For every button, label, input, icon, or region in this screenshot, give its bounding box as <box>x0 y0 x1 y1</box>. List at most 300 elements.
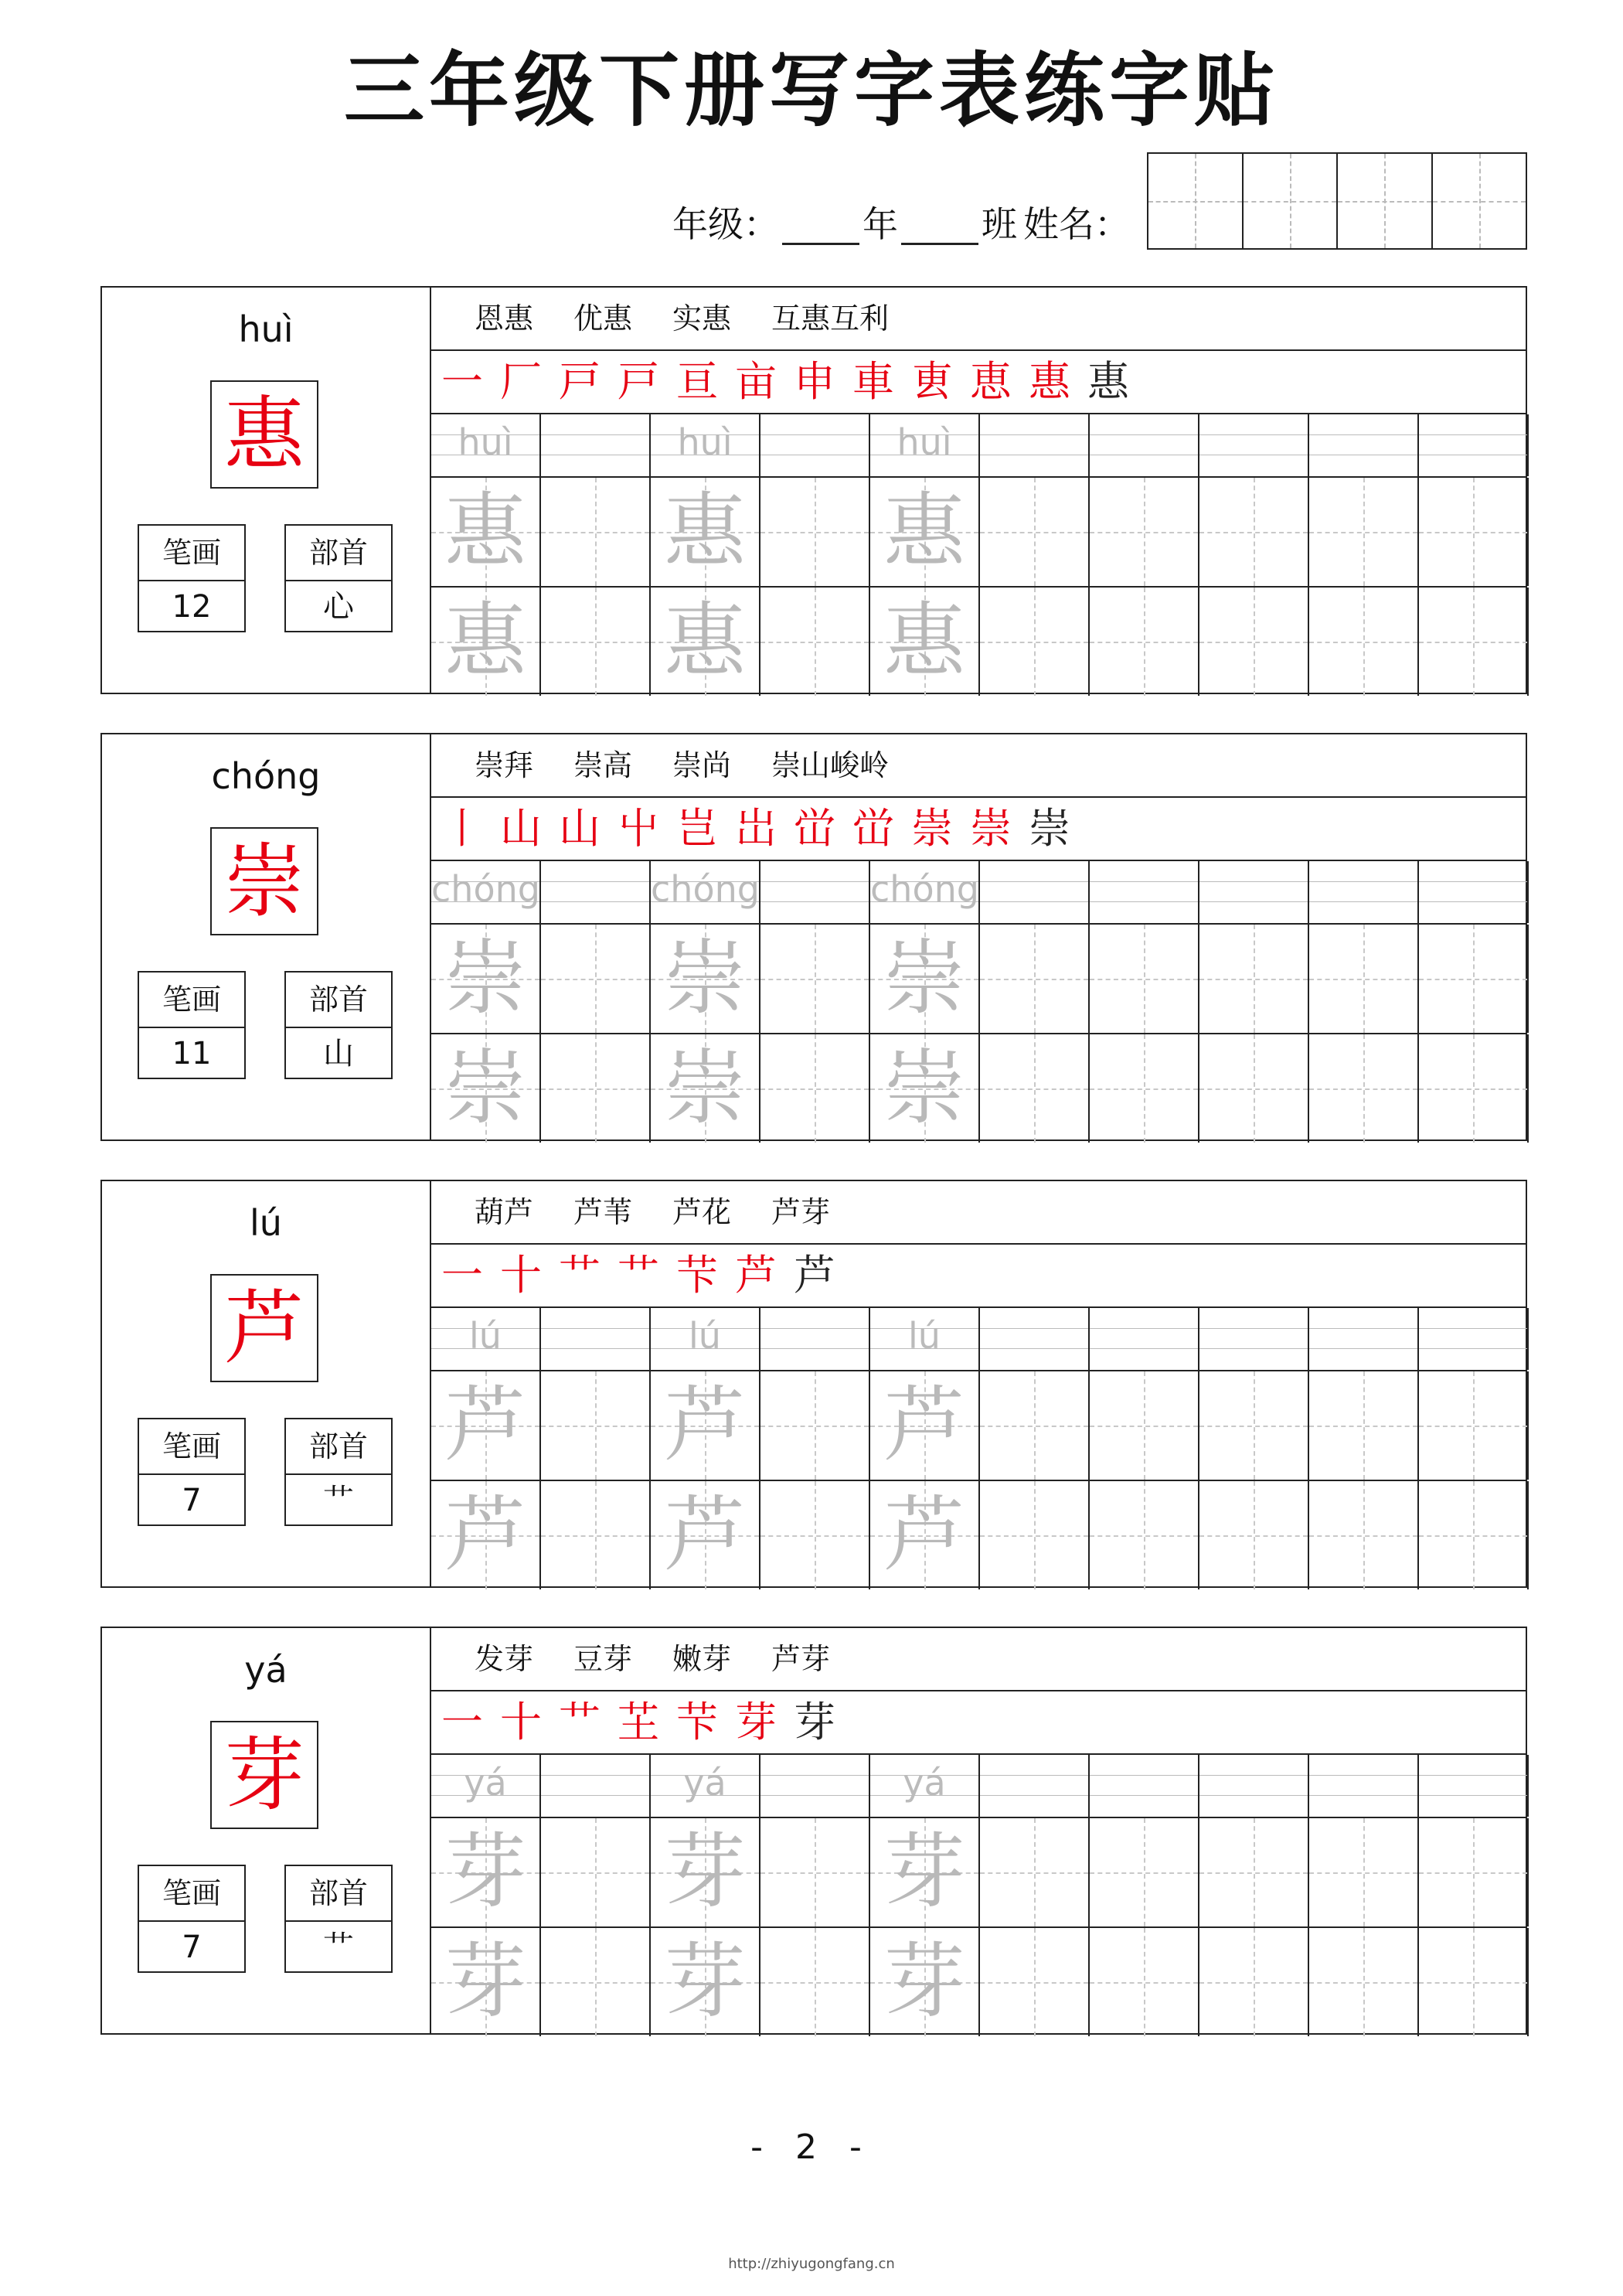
stroke-step <box>434 1695 490 1750</box>
tian-grid-cell[interactable] <box>431 478 541 586</box>
tian-grid-cell[interactable] <box>1090 478 1199 586</box>
character-pinyin: lú <box>250 1202 282 1244</box>
stroke-step <box>552 801 607 857</box>
stroke-step-glyph: 戸 <box>618 357 659 406</box>
pinyin-cell[interactable] <box>431 1755 541 1817</box>
trace-character: 崇 <box>664 931 746 1026</box>
stroke-order-row <box>431 351 1526 414</box>
grade-label: 年级： <box>672 203 779 245</box>
tian-grid-cell[interactable] <box>541 1481 651 1589</box>
stroke-step-glyph: 惠 <box>1087 357 1129 406</box>
stroke-step-glyph: 芏 <box>618 1698 659 1746</box>
tian-grid-cell[interactable] <box>1309 1371 1419 1480</box>
radical-box <box>284 1418 393 1526</box>
pinyin-cell[interactable] <box>980 1755 1090 1817</box>
tian-grid-cell[interactable] <box>651 1371 760 1480</box>
pinyin-cell[interactable] <box>1199 861 1309 923</box>
stroke-step <box>963 801 1019 857</box>
pinyin-cell[interactable] <box>760 861 870 923</box>
tian-grid-cell[interactable] <box>870 925 980 1033</box>
stroke-step <box>552 1248 607 1303</box>
tian-grid-cell[interactable] <box>1419 478 1529 586</box>
tian-grid-cell[interactable] <box>760 1371 870 1480</box>
tian-grid-cell[interactable] <box>1090 1034 1199 1143</box>
word-item: 实惠 <box>672 301 732 336</box>
stroke-step <box>611 1695 666 1750</box>
tian-grid-cell[interactable] <box>541 1818 651 1926</box>
tian-grid-cell[interactable] <box>980 925 1090 1033</box>
tian-grid-cell[interactable] <box>651 1481 760 1589</box>
stroke-step <box>904 354 960 410</box>
stroke-step-glyph: 一 <box>441 1251 483 1300</box>
word-item: 互惠互利 <box>771 301 890 336</box>
pinyin-cell[interactable] <box>760 1755 870 1817</box>
tian-grid-cell[interactable] <box>541 478 651 586</box>
tian-grid-cell[interactable] <box>431 1034 541 1143</box>
tian-grid-cell[interactable] <box>760 1818 870 1926</box>
pinyin-cell[interactable] <box>1419 414 1529 476</box>
stroke-step <box>728 1695 784 1750</box>
word-item: 崇山峻岭 <box>771 748 890 782</box>
writing-row <box>431 1371 1526 1481</box>
stroke-step-glyph: 申 <box>794 357 835 406</box>
pinyin-trace: yá <box>903 1762 946 1804</box>
writing-row <box>431 1818 1526 1928</box>
tian-grid-cell[interactable] <box>1309 588 1419 696</box>
trace-character: 芽 <box>444 1824 526 1920</box>
tian-grid-cell[interactable] <box>870 478 980 586</box>
tian-grid-cell[interactable] <box>541 1034 651 1143</box>
radical-value: 山 <box>323 1036 354 1071</box>
practice-area <box>431 288 1526 693</box>
tian-grid-cell[interactable] <box>1419 1928 1529 2036</box>
tian-grid-cell[interactable] <box>1199 588 1309 696</box>
tian-grid-cell[interactable] <box>870 1928 980 2036</box>
word-item: 芦苇 <box>573 1195 633 1229</box>
pinyin-trace: yá <box>464 1762 507 1804</box>
stroke-step <box>669 801 725 857</box>
pinyin-cell[interactable] <box>541 861 651 923</box>
stroke-step-glyph: 岂 <box>676 804 718 853</box>
character-info-panel <box>102 288 431 693</box>
pinyin-cell[interactable] <box>651 414 760 476</box>
word-item: 芦芽 <box>771 1642 831 1676</box>
pinyin-cell[interactable] <box>980 414 1090 476</box>
stroke-step-glyph: 戸 <box>559 357 601 406</box>
tian-grid-cell[interactable] <box>1199 1034 1309 1143</box>
stroke-step <box>611 801 666 857</box>
stroke-count-label: 笔画 <box>139 1419 244 1475</box>
stroke-step <box>728 1248 784 1303</box>
pinyin-trace: chóng <box>870 868 979 910</box>
trace-character: 芽 <box>883 1824 965 1920</box>
pinyin-cell[interactable] <box>541 414 651 476</box>
pinyin-trace: lú <box>469 1315 502 1357</box>
tian-grid-cell[interactable] <box>431 588 541 696</box>
pinyin-cell[interactable] <box>541 1308 651 1370</box>
tian-grid-cell[interactable] <box>1199 478 1309 586</box>
word-list <box>431 734 1526 798</box>
stroke-step-glyph: 艹 <box>559 1698 601 1746</box>
student-info-line <box>672 199 1130 249</box>
stroke-step <box>728 801 784 857</box>
stroke-step <box>963 354 1019 410</box>
trace-character: 惠 <box>444 484 526 579</box>
pinyin-trace: huì <box>897 421 952 463</box>
tian-grid-cell[interactable] <box>1419 1481 1529 1589</box>
practice-grid <box>431 414 1526 693</box>
name-cell[interactable] <box>1433 154 1526 248</box>
tian-grid-cell[interactable] <box>1419 1034 1529 1143</box>
name-grid[interactable] <box>1147 152 1527 250</box>
practice-grid <box>431 1755 1526 2033</box>
character-model: 惠 <box>210 380 318 489</box>
radical-label: 部首 <box>286 526 391 581</box>
tian-grid-cell[interactable] <box>760 478 870 586</box>
trace-character: 芽 <box>664 1824 746 1920</box>
stroke-step-glyph: 崇 <box>911 804 953 853</box>
trace-character: 芦 <box>664 1487 746 1582</box>
trace-character: 芦 <box>883 1487 965 1582</box>
tian-grid-cell[interactable] <box>760 925 870 1033</box>
tian-grid-cell[interactable] <box>541 925 651 1033</box>
writing-row <box>431 588 1526 696</box>
stroke-step-glyph: 崇 <box>1029 804 1070 853</box>
stroke-count-value: 7 <box>182 1483 202 1518</box>
character-info-panel <box>102 1628 431 2033</box>
tian-grid-cell[interactable] <box>431 1928 541 2036</box>
tian-grid-cell[interactable] <box>651 925 760 1033</box>
character-model: 芦 <box>210 1274 318 1382</box>
word-list <box>431 288 1526 351</box>
trace-character: 崇 <box>664 1041 746 1136</box>
trace-character: 芦 <box>444 1487 526 1582</box>
writing-row <box>431 1481 1526 1589</box>
stroke-step-glyph: 十 <box>500 1251 542 1300</box>
character-pinyin: chóng <box>211 755 321 797</box>
character-info-panel <box>102 734 431 1139</box>
pinyin-cell[interactable] <box>651 1308 760 1370</box>
tian-grid-cell[interactable] <box>431 1481 541 1589</box>
radical-label: 部首 <box>286 1866 391 1922</box>
stroke-step-glyph: 芽 <box>794 1698 835 1746</box>
tian-grid-cell[interactable] <box>651 588 760 696</box>
stroke-step <box>611 1248 666 1303</box>
stroke-step-glyph: 山 <box>559 804 601 853</box>
tian-grid-cell[interactable] <box>541 588 651 696</box>
tian-grid-cell[interactable] <box>651 1928 760 2036</box>
tian-grid-cell[interactable] <box>1090 1481 1199 1589</box>
pinyin-cell[interactable] <box>541 1755 651 1817</box>
stroke-count-box <box>138 971 246 1079</box>
tian-grid-cell[interactable] <box>1090 1371 1199 1480</box>
tian-grid-cell[interactable] <box>870 588 980 696</box>
trace-character: 崇 <box>444 931 526 1026</box>
stroke-step <box>493 1248 549 1303</box>
stroke-step <box>1080 354 1136 410</box>
stroke-step <box>846 801 901 857</box>
stroke-step-glyph: 岀 <box>735 804 777 853</box>
tian-grid-cell[interactable] <box>651 478 760 586</box>
word-item: 豆芽 <box>573 1642 633 1676</box>
stroke-step-glyph: 芽 <box>735 1698 777 1746</box>
stroke-step-glyph: 崇 <box>970 804 1012 853</box>
word-item: 崇拜 <box>475 748 534 782</box>
pinyin-trace: lú <box>908 1315 941 1357</box>
tian-grid-cell[interactable] <box>1309 1481 1419 1589</box>
radical-box <box>284 1865 393 1973</box>
pinyin-trace: chóng <box>651 868 760 910</box>
grade-blank[interactable] <box>782 204 859 245</box>
tian-grid-cell[interactable] <box>760 1034 870 1143</box>
pinyin-cell[interactable] <box>651 1755 760 1817</box>
tian-grid-cell[interactable] <box>541 1928 651 2036</box>
footer-url: http://zhiyugongfang.cn <box>728 2256 895 2272</box>
tian-grid-cell[interactable] <box>651 1818 760 1926</box>
stroke-step <box>611 354 666 410</box>
stroke-step-glyph: 山 <box>500 804 542 853</box>
word-item: 芦花 <box>672 1195 732 1229</box>
name-cell[interactable] <box>1148 154 1244 248</box>
stroke-step-glyph: 艹 <box>559 1251 601 1300</box>
character-block <box>100 286 1527 694</box>
stroke-step <box>787 801 842 857</box>
name-cell[interactable] <box>1244 154 1339 248</box>
trace-character: 惠 <box>883 484 965 579</box>
tian-grid-cell[interactable] <box>1309 1034 1419 1143</box>
character-pinyin: huì <box>238 308 294 350</box>
pinyin-cell[interactable] <box>1309 414 1419 476</box>
stroke-step <box>434 801 490 857</box>
radical-value: 艹 <box>323 1483 354 1518</box>
pinyin-cell[interactable] <box>1419 1755 1529 1817</box>
name-label: 姓名： <box>1023 203 1130 245</box>
tian-grid-cell[interactable] <box>541 1371 651 1480</box>
tian-grid-cell[interactable] <box>980 588 1090 696</box>
pinyin-trace: huì <box>458 421 513 463</box>
stroke-step-glyph: 丨 <box>441 804 483 853</box>
tian-grid-cell[interactable] <box>1090 1928 1199 2036</box>
writing-row <box>431 1034 1526 1143</box>
pinyin-cell[interactable] <box>1199 1755 1309 1817</box>
stroke-step <box>434 1248 490 1303</box>
tian-grid-cell[interactable] <box>980 1818 1090 1926</box>
pinyin-row <box>431 861 1526 925</box>
tian-grid-cell[interactable] <box>1199 1928 1309 2036</box>
word-item: 芦芽 <box>771 1195 831 1229</box>
character-model: 崇 <box>210 827 318 935</box>
pinyin-trace: huì <box>677 421 733 463</box>
tian-grid-cell[interactable] <box>431 1371 541 1480</box>
tian-grid-cell[interactable] <box>980 1034 1090 1143</box>
pinyin-cell[interactable] <box>1309 1308 1419 1370</box>
tian-grid-cell[interactable] <box>870 1481 980 1589</box>
trace-character: 惠 <box>664 484 746 579</box>
character-block <box>100 733 1527 1141</box>
stroke-count-value: 11 <box>172 1036 212 1071</box>
pinyin-cell[interactable] <box>431 1308 541 1370</box>
stroke-step-glyph: 亘 <box>676 357 718 406</box>
stroke-step <box>787 1248 842 1303</box>
stroke-step <box>552 1695 607 1750</box>
stroke-step-glyph: 芐 <box>676 1698 718 1746</box>
tian-grid-cell[interactable] <box>870 1034 980 1143</box>
tian-grid-cell[interactable] <box>760 1928 870 2036</box>
tian-grid-cell[interactable] <box>431 1818 541 1926</box>
pinyin-cell[interactable] <box>980 1308 1090 1370</box>
pinyin-cell[interactable] <box>870 861 980 923</box>
pinyin-cell[interactable] <box>760 414 870 476</box>
pinyin-cell[interactable] <box>870 414 980 476</box>
stroke-step <box>669 354 725 410</box>
pinyin-row <box>431 1308 1526 1371</box>
writing-row <box>431 478 1526 588</box>
tian-grid-cell[interactable] <box>1309 1928 1419 2036</box>
practice-area <box>431 1181 1526 1586</box>
year-suffix: 年 <box>863 203 898 245</box>
stroke-step-glyph: 峃 <box>794 804 835 853</box>
tian-grid-cell[interactable] <box>980 1928 1090 2036</box>
trace-character: 惠 <box>444 594 526 689</box>
stroke-count-box <box>138 524 246 632</box>
stroke-step-glyph: 屮 <box>618 804 659 853</box>
pinyin-cell[interactable] <box>1090 861 1199 923</box>
stroke-step-glyph: 十 <box>500 1698 542 1746</box>
name-cell[interactable] <box>1338 154 1433 248</box>
word-list <box>431 1181 1526 1245</box>
pinyin-trace: lú <box>689 1315 721 1357</box>
pinyin-cell[interactable] <box>431 414 541 476</box>
page-title: 三年级下册写字表练字贴 <box>343 43 1279 138</box>
stroke-step <box>787 1695 842 1750</box>
stroke-step-glyph: 一 <box>441 357 483 406</box>
pinyin-cell[interactable] <box>1090 1308 1199 1370</box>
pinyin-cell[interactable] <box>980 861 1090 923</box>
trace-character: 芽 <box>444 1934 526 2029</box>
tian-grid-cell[interactable] <box>1419 1371 1529 1480</box>
stroke-step <box>669 1695 725 1750</box>
stroke-step-glyph: 車 <box>852 357 894 406</box>
tian-grid-cell[interactable] <box>760 1481 870 1589</box>
word-item: 葫芦 <box>475 1195 534 1229</box>
pinyin-cell[interactable] <box>1419 861 1529 923</box>
pinyin-cell[interactable] <box>870 1308 980 1370</box>
tian-grid-cell[interactable] <box>1309 925 1419 1033</box>
pinyin-cell[interactable] <box>1309 861 1419 923</box>
tian-grid-cell[interactable] <box>980 1481 1090 1589</box>
pinyin-cell[interactable] <box>1199 1308 1309 1370</box>
pinyin-cell[interactable] <box>1309 1755 1419 1817</box>
pinyin-cell[interactable] <box>1090 414 1199 476</box>
tian-grid-cell[interactable] <box>1419 1818 1529 1926</box>
stroke-step-glyph: 恵 <box>970 357 1012 406</box>
tian-grid-cell[interactable] <box>1419 588 1529 696</box>
trace-character: 惠 <box>883 594 965 689</box>
tian-grid-cell[interactable] <box>1090 1818 1199 1926</box>
pinyin-cell[interactable] <box>760 1308 870 1370</box>
pinyin-cell[interactable] <box>651 861 760 923</box>
stroke-step-glyph: 芦 <box>794 1251 835 1300</box>
word-list <box>431 1628 1526 1691</box>
practice-grid <box>431 861 1526 1139</box>
pinyin-cell[interactable] <box>431 861 541 923</box>
tian-grid-cell[interactable] <box>760 588 870 696</box>
stroke-count-box <box>138 1418 246 1526</box>
trace-character: 芽 <box>664 1934 746 2029</box>
pinyin-cell[interactable] <box>1419 1308 1529 1370</box>
radical-value: 艹 <box>323 1930 354 1965</box>
trace-character: 惠 <box>664 594 746 689</box>
stroke-step <box>493 354 549 410</box>
character-block <box>100 1627 1527 2035</box>
tian-grid-cell[interactable] <box>870 1371 980 1480</box>
tian-grid-cell[interactable] <box>980 478 1090 586</box>
pinyin-cell[interactable] <box>1090 1755 1199 1817</box>
trace-character: 芦 <box>664 1378 746 1473</box>
stroke-count-label: 笔画 <box>139 973 244 1028</box>
stroke-count-value: 7 <box>182 1930 202 1965</box>
stroke-step-glyph: 一 <box>441 1698 483 1746</box>
word-item: 崇高 <box>573 748 633 782</box>
pinyin-trace: yá <box>683 1762 726 1804</box>
class-blank[interactable] <box>901 204 978 245</box>
tian-grid-cell[interactable] <box>1199 1818 1309 1926</box>
stroke-step <box>552 354 607 410</box>
radical-value: 心 <box>323 589 354 625</box>
character-block <box>100 1180 1527 1588</box>
tian-grid-cell[interactable] <box>980 1371 1090 1480</box>
character-model: 芽 <box>210 1721 318 1829</box>
tian-grid-cell[interactable] <box>870 1818 980 1926</box>
radical-box <box>284 971 393 1079</box>
stroke-step-glyph: 厂 <box>500 357 542 406</box>
practice-area <box>431 734 1526 1139</box>
trace-character: 崇 <box>883 931 965 1026</box>
word-item: 发芽 <box>475 1642 534 1676</box>
stroke-step-glyph: 芦 <box>735 1251 777 1300</box>
word-item: 嫩芽 <box>672 1642 732 1676</box>
tian-grid-cell[interactable] <box>1309 1818 1419 1926</box>
trace-character: 芽 <box>883 1934 965 2029</box>
stroke-step <box>434 354 490 410</box>
stroke-count-label: 笔画 <box>139 526 244 581</box>
radical-label: 部首 <box>286 1419 391 1475</box>
tian-grid-cell[interactable] <box>1199 925 1309 1033</box>
tian-grid-cell[interactable] <box>651 1034 760 1143</box>
tian-grid-cell[interactable] <box>1419 925 1529 1033</box>
tian-grid-cell[interactable] <box>431 925 541 1033</box>
word-item: 崇尚 <box>672 748 732 782</box>
stroke-step <box>728 354 784 410</box>
tian-grid-cell[interactable] <box>1309 478 1419 586</box>
stroke-step <box>1022 801 1077 857</box>
class-label: 班 <box>982 203 1017 245</box>
tian-grid-cell[interactable] <box>1199 1371 1309 1480</box>
tian-grid-cell[interactable] <box>1199 1481 1309 1589</box>
stroke-step <box>846 354 901 410</box>
word-item: 优惠 <box>573 301 633 336</box>
stroke-step-glyph: 亩 <box>735 357 777 406</box>
pinyin-cell[interactable] <box>870 1755 980 1817</box>
stroke-step-glyph: 叀 <box>911 357 953 406</box>
pinyin-cell[interactable] <box>1199 414 1309 476</box>
writing-row <box>431 925 1526 1034</box>
tian-grid-cell[interactable] <box>1090 925 1199 1033</box>
stroke-count-box <box>138 1865 246 1973</box>
trace-character: 崇 <box>883 1041 965 1136</box>
tian-grid-cell[interactable] <box>1090 588 1199 696</box>
pinyin-row <box>431 1755 1526 1818</box>
